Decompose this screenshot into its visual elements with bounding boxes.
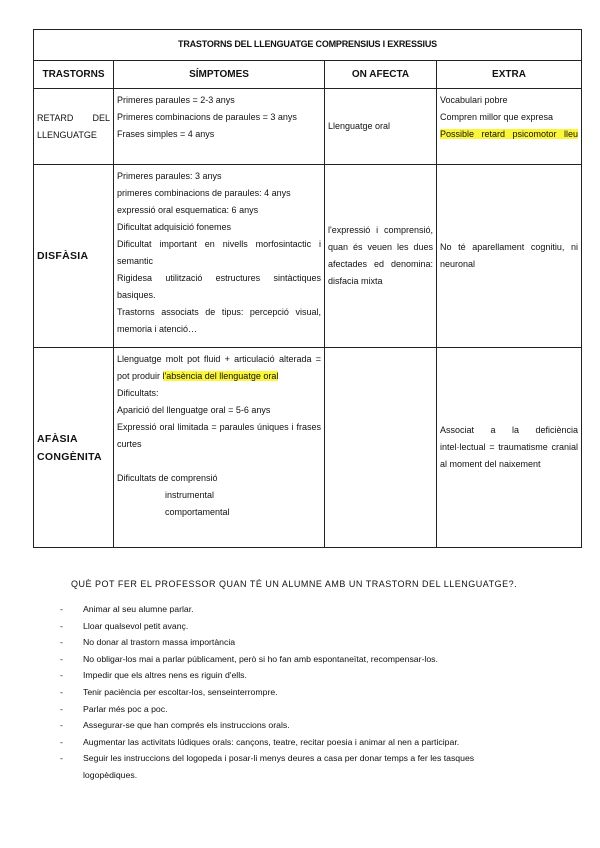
affects-cell: Llenguatge oral: [325, 89, 437, 165]
recommendation-text: Augmentar las activitats lúdiques orals: cançons, teatre, recitar poesia i animar al nen a participar.: [83, 736, 460, 747]
symptom-intro: [117, 351, 321, 385]
difficulty-item: comportamental: [165, 507, 230, 517]
list-item: [60, 734, 530, 751]
list-item: [60, 684, 530, 701]
symptom-line: Dificultat adquisició fonemes: [117, 222, 232, 232]
bullet-dash: -: [60, 620, 63, 631]
table-row: [34, 89, 582, 165]
symptom-line: Dificultats:: [117, 388, 159, 398]
extra-cell: [437, 89, 582, 165]
recommendation-text: No donar al trastorn massa importància: [83, 637, 236, 648]
extra-cell: Associat a la deficiència intel·lectual = traumatisme cranial al moment del naixement: [437, 348, 582, 548]
list-item: [60, 651, 530, 668]
symptom-intro-text: Llenguatge molt pot fluid + articulació alterada = pot produir: [117, 354, 321, 381]
disorders-table: [33, 29, 582, 548]
list-item: [60, 701, 530, 718]
recommendation-text: Seguir les instruccions del logopeda i posar-li menys deures a casa per donar temps a fer les tasques logopèdiques.: [83, 753, 475, 780]
extra-line: Vocabulari pobre: [440, 95, 508, 105]
symptom-line: Primeres paraules = 2-3 anys: [117, 95, 235, 105]
extra-line: Compren millor que expresa: [440, 112, 554, 122]
bullet-dash: -: [60, 686, 63, 697]
table-header-row: [34, 61, 582, 89]
recommendation-text: Assegurar-se que han comprés els instruccions orals.: [83, 720, 290, 731]
bullet-dash: -: [60, 703, 63, 714]
symptom-line: primeres combinacions de paraules: 4 anys: [117, 188, 291, 198]
header-affects: ON AFECTA: [325, 61, 437, 89]
list-item: [60, 717, 530, 734]
difficulty-item: instrumental: [165, 490, 215, 500]
bullet-dash: -: [60, 753, 63, 764]
recommendation-text: Parlar més poc a poc.: [83, 703, 168, 714]
disorder-name: RETARD DEL LLENGUATGE: [34, 89, 114, 165]
list-item: [60, 601, 530, 618]
table-row: [34, 165, 582, 348]
header-symptoms: SÍMPTOMES: [114, 61, 325, 89]
symptom-line: Trastorns associats de tipus: percepció visual, memoria i atenció…: [117, 307, 321, 334]
header-disorders: TRASTORNS: [34, 61, 114, 89]
symptom-line: Primeres paraules: 3 anys: [117, 171, 222, 181]
disorder-name: AFÀSIA CONGÈNITA: [34, 348, 114, 548]
table-title: TRASTORNS DEL LLENGUATGE COMPRENSIUS I EXRESSIUS: [34, 30, 582, 61]
recommendations-list: [60, 601, 530, 784]
recommendation-text: Lloar qualsevol petit avanç.: [83, 620, 189, 631]
symptom-line: Rigidesa utilització estructures sintàctiques basiques.: [117, 273, 321, 300]
difficulties-title: Dificultats de comprensió: [117, 473, 218, 483]
bullet-dash: -: [60, 736, 63, 747]
table-row: [34, 348, 582, 548]
symptoms-cell: [114, 89, 325, 165]
symptoms-cell: [114, 165, 325, 348]
section-question: QUÈ POT FER EL PROFESSOR QUAN TÉ UN ALUMNE AMB UN TRASTORN DEL LLENGUATGE?.: [71, 579, 518, 589]
recommendation-text: Impedir que els altres nens es riguin d'ells.: [83, 670, 247, 681]
recommendation-text: Animar al seu alumne parlar.: [83, 604, 194, 614]
spacer: [117, 453, 321, 470]
bullet-dash: -: [60, 604, 63, 614]
extra-cell: No té aparellament cognitiu, ni neuronal: [437, 165, 582, 348]
bullet-dash: -: [60, 670, 63, 681]
list-item: [60, 618, 530, 635]
symptom-line: Frases simples = 4 anys: [117, 129, 215, 139]
bullet-dash: -: [60, 720, 63, 731]
highlighted-text: l'absència del llenguatge oral: [162, 371, 279, 381]
extra-highlight-line: [440, 126, 578, 143]
disorder-name: DISFÀSIA: [34, 165, 114, 348]
list-item: [60, 750, 530, 783]
list-item: [60, 667, 530, 684]
recommendation-text: No obligar-los mai a parlar públicament, però si ho fan amb espontaneïtat, recompensar-los.: [83, 653, 438, 664]
affects-cell: l'expressió i comprensió, quan és veuen les dues afectades ed denomina: disfacia mixta: [325, 165, 437, 348]
bullet-dash: -: [60, 637, 63, 648]
symptom-line: expressió oral esquematica: 6 anys: [117, 205, 259, 215]
affects-cell: [325, 348, 437, 548]
recommendation-text: Tenir paciència per escoltar-los, senseinterrompre.: [83, 686, 278, 697]
symptom-line: Primeres combinacions de paraules = 3 anys: [117, 112, 297, 122]
symptom-line: Dificultat important en nivells morfosintactic i semantic: [117, 239, 321, 266]
symptom-line: Expressió oral limitada = paraules úniques i frases curtes: [117, 422, 321, 449]
bullet-dash: -: [60, 653, 63, 664]
list-item: [60, 634, 530, 651]
symptoms-cell: [114, 348, 325, 548]
highlighted-text: Possible retard psicomotor lleu: [440, 129, 578, 139]
header-extra: EXTRA: [437, 61, 582, 89]
symptom-line: Aparició del llenguatge oral = 5-6 anys: [117, 405, 271, 415]
